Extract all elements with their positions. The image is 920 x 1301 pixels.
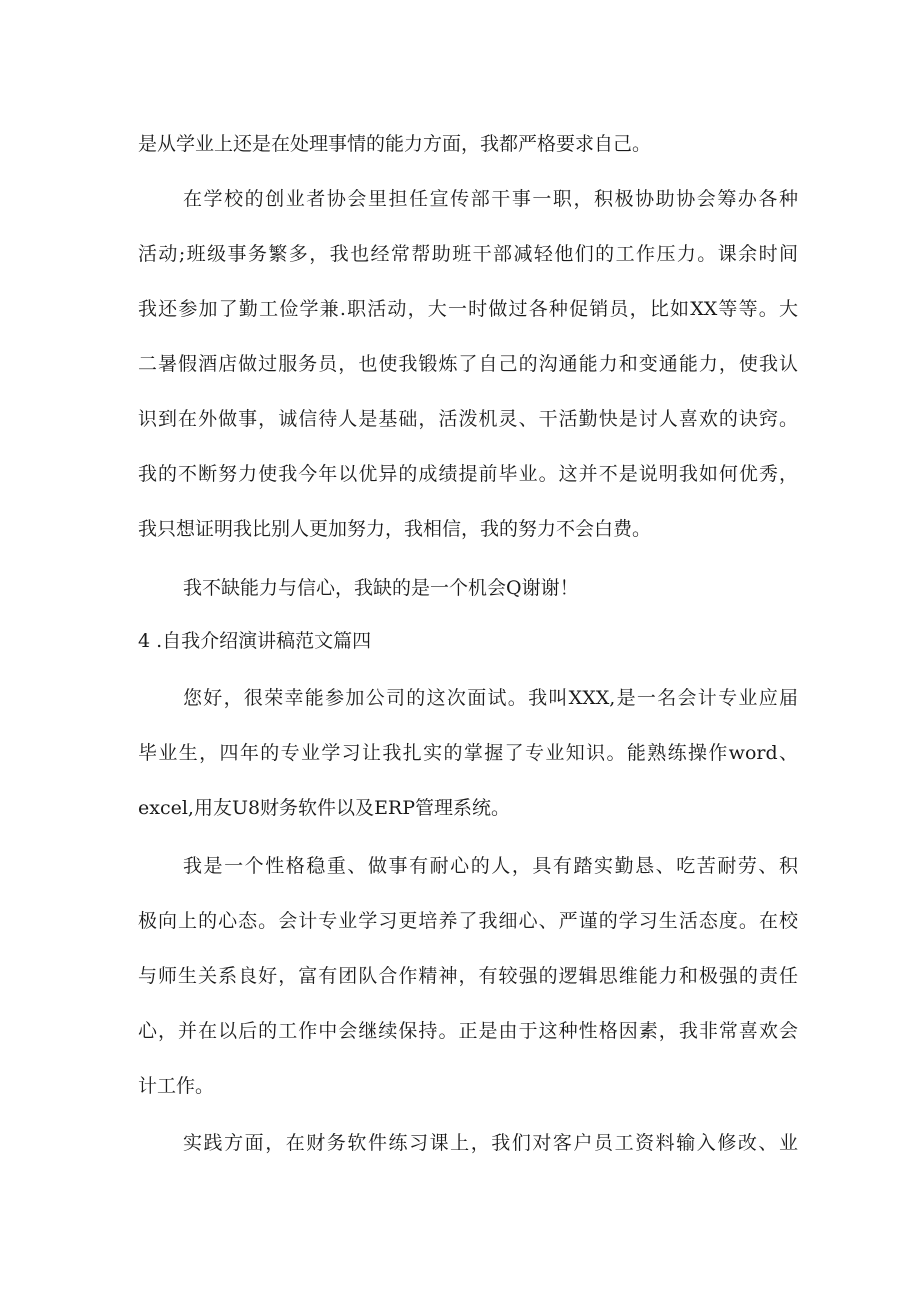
paragraph-line: 计工作。: [138, 1075, 215, 1097]
paragraph-line: 我是一个性格稳重、做事有耐心的人，具有踏实勤恳、吃苦耐劳、积: [183, 855, 798, 877]
paragraph-line: 是从学业上还是在处理事情的能力方面，我都严格要求自己。: [138, 133, 652, 155]
paragraph-line: 与师生关系良好，富有团队合作精神，有较强的逻辑思维能力和极强的责任: [138, 965, 798, 987]
paragraph-line: 实践方面，在财务软件练习课上，我们对客户员工资料输入修改、业: [183, 1132, 798, 1154]
paragraph-line: 我不缺能力与信心，我缺的是一个机会Q谢谢！: [183, 577, 579, 599]
paragraph-line: 极向上的心态。会计专业学习更培养了我细心、严谨的学习生活态度。在校: [138, 910, 798, 932]
paragraph-line: 在学校的创业者协会里担任宣传部干事一职，积极协助协会筹办各种: [183, 188, 798, 210]
paragraph-line: 毕业生，四年的专业学习让我扎实的掌握了专业知识。能熟练操作word、: [138, 742, 798, 764]
paragraph-line: excel,用友U8财务软件以及ERP管理系统。: [138, 797, 511, 819]
paragraph-line: 我只想证明我比别人更加努力，我相信，我的努力不会白费。: [138, 518, 652, 540]
paragraph-line: 识到在外做事，诚信待人是基础，活泼机灵、干活勤快是讨人喜欢的诀窍。: [138, 408, 798, 430]
paragraph-line: 我还参加了勤工俭学兼.职活动，大一时做过各种促销员，比如XX等等。大: [138, 298, 798, 320]
paragraph-line: 您好，很荣幸能参加公司的这次面试。我叫XXX,是一名会计专业应届: [183, 687, 798, 709]
paragraph-line: 二暑假酒店做过服务员，也使我锻炼了自己的沟通能力和变通能力，使我认: [138, 353, 798, 375]
paragraph-line: 心，并在以后的工作中会继续保持。正是由于这种性格因素，我非常喜欢会: [138, 1020, 798, 1042]
paragraph-line: 我的不断努力使我今年以优异的成绩提前毕业。这并不是说明我如何优秀，: [138, 463, 798, 485]
section-heading: 4 .自我介绍演讲稿范文篇四: [138, 630, 372, 652]
paragraph-line: 活动;班级事务繁多，我也经常帮助班干部减轻他们的工作压力。课余时间: [138, 243, 798, 265]
